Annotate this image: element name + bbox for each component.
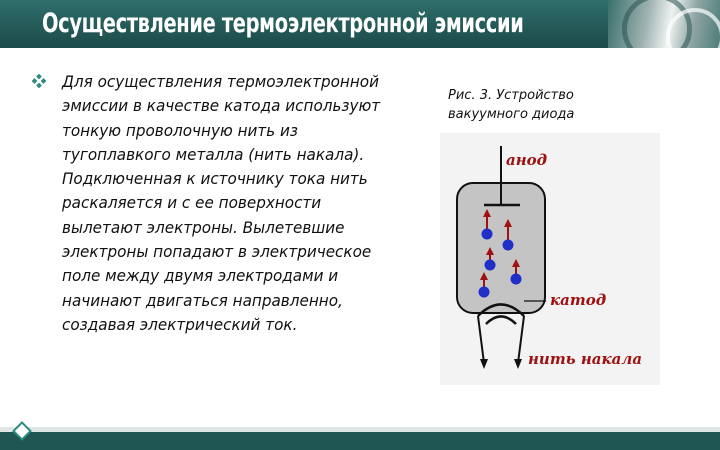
- label-anode: анод: [506, 151, 548, 169]
- corner-diamond-icon: [12, 421, 32, 441]
- footer-bar: [0, 432, 720, 450]
- label-cathode: катод: [550, 291, 607, 309]
- slide-header: [0, 0, 720, 48]
- label-filament: нить накала: [528, 350, 643, 368]
- filament-loop: [486, 317, 516, 325]
- body-paragraph: Для осуществления термоэлектронной эмиссии в качестве катода используют тонкую проволочную нить из тугоплавкого металла (нить накала). Подключенная к источнику тока нить раскаляется и с ее поверхности вылетают электроны. Вылетевшие электроны попадают в электрическое поле между двумя электродами и начинают двигаться направленно, создавая электрический ток.: [62, 72, 381, 334]
- figure-caption: Рис. 3. Устройство вакуумного диода: [448, 88, 575, 122]
- header-decoration: [608, 0, 720, 48]
- slide-title: Осуществление термоэлектронной эмиссии: [42, 8, 524, 39]
- vacuum-diode-figure: [440, 133, 660, 385]
- diamond-bullet-icon: [32, 74, 46, 88]
